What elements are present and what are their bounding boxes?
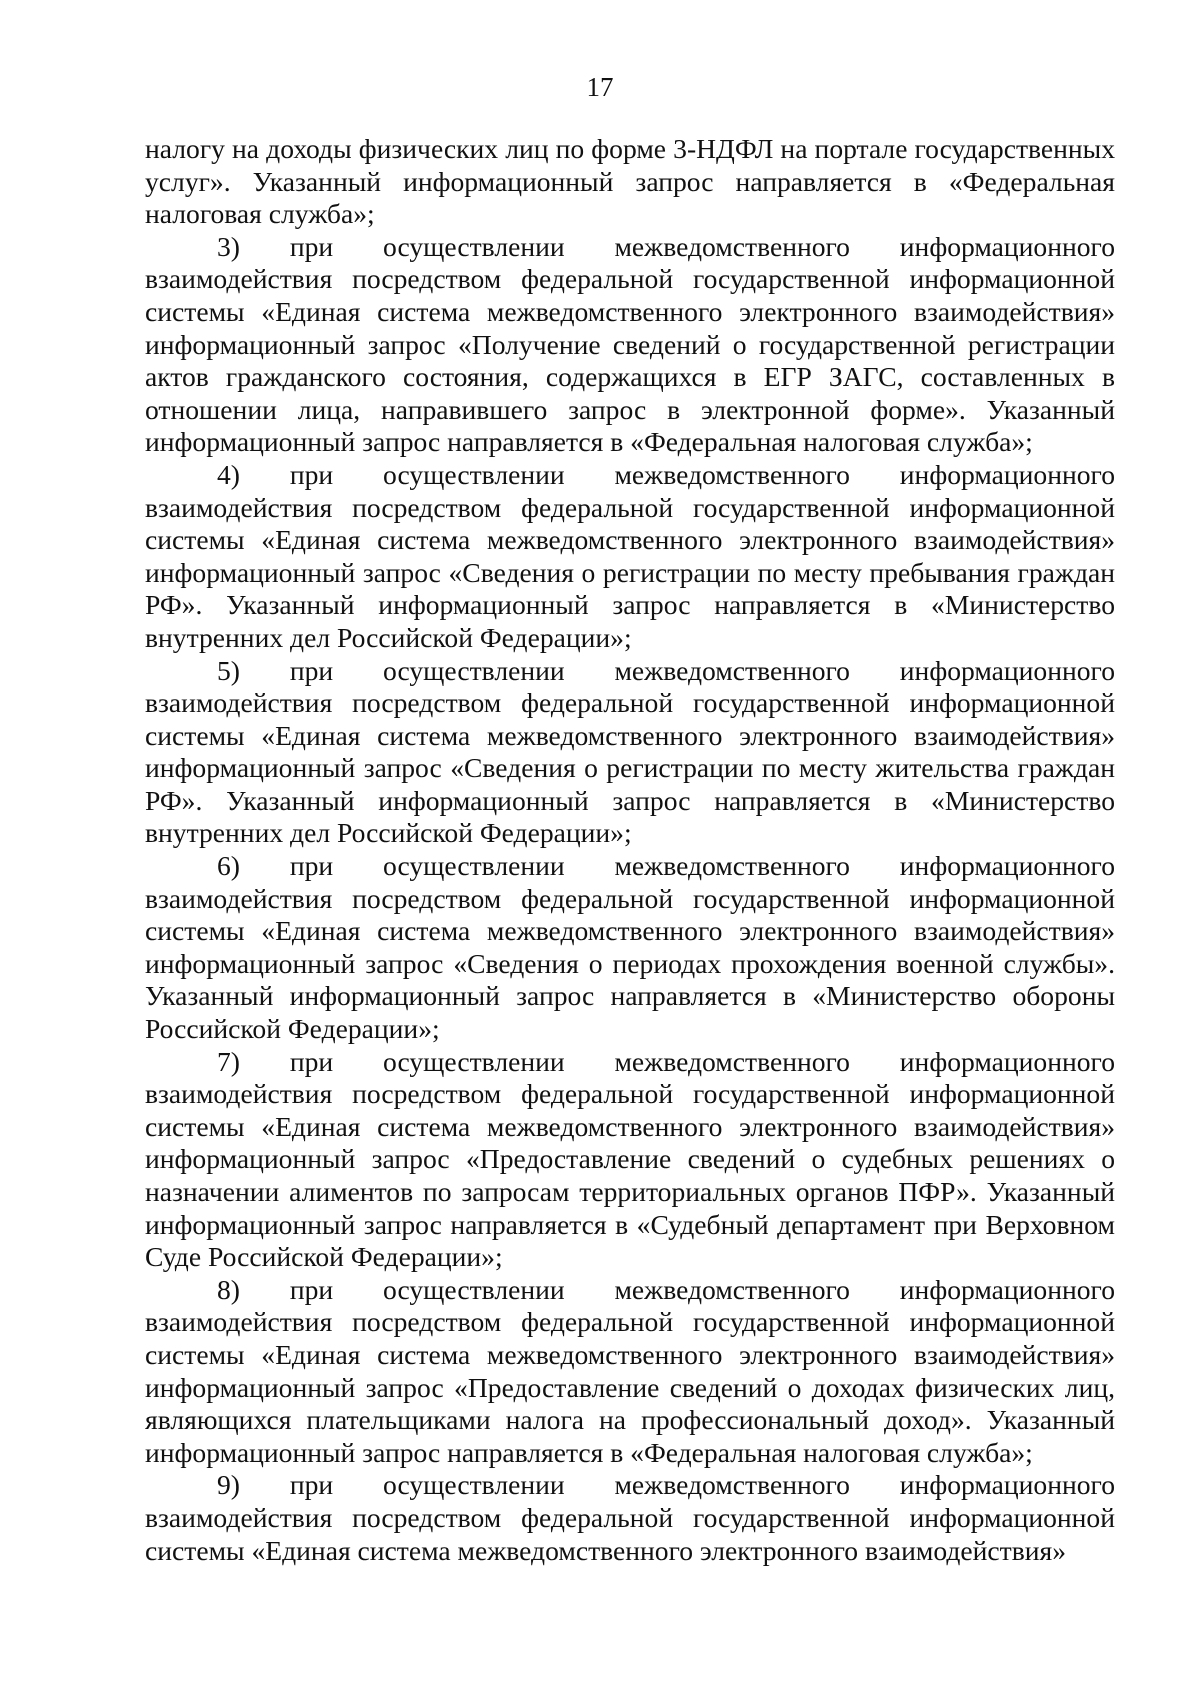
paragraph-item-5: 5) при осуществлении межведомственного информационного взаимодействия посредством федеральной государственной информационной системы «Единая система межведомственного электронного взаимодействия» информационный запрос «Сведения о регистрации по месту жительства граждан РФ». Указанный информационный запрос направляется в «Министерство внутренних дел Российской Федерации»; <box>145 654 1115 849</box>
paragraph-item-9: 9) при осуществлении межведомственного информационного взаимодействия посредством федеральной государственной информационной системы «Единая система межведомственного электронного взаимодействия» <box>145 1469 1115 1566</box>
paragraph-continuation: налогу на доходы физических лиц по форме 3-НДФЛ на портале государственных услуг». Указанный информационный запрос направляется в «Федеральная налоговая служба»; <box>145 133 1115 230</box>
page-number: 17 <box>586 72 614 102</box>
paragraph-item-8: 8) при осуществлении межведомственного информационного взаимодействия посредством федеральной государственной информационной системы «Единая система межведомственного электронного взаимодействия» информационный запрос «Предоставление сведений о доходах физических лиц, являющихся плательщиками налога на профессиональный доход». Указанный информационный запрос направляется в «Федеральная налоговая служба»; <box>145 1273 1115 1468</box>
paragraph-item-4: 4) при осуществлении межведомственного информационного взаимодействия посредством федеральной государственной информационной системы «Единая система межведомственного электронного взаимодействия» информационный запрос «Сведения о регистрации по месту пребывания граждан РФ». Указанный информационный запрос направляется в «Министерство внутренних дел Российской Федерации»; <box>145 458 1115 653</box>
paragraph-item-7: 7) при осуществлении межведомственного информационного взаимодействия посредством федеральной государственной информационной системы «Единая система межведомственного электронного взаимодействия» информационный запрос «Предоставление сведений о судебных решениях о назначении алиментов по запросам территориальных органов ПФР». Указанный информационный запрос направляется в «Судебный департамент при Верховном Суде Российской Федерации»; <box>145 1045 1115 1273</box>
paragraph-item-3: 3) при осуществлении межведомственного информационного взаимодействия посредством федеральной государственной информационной системы «Единая система межведомственного электронного взаимодействия» информационный запрос «Получение сведений о государственной регистрации актов гражданского состояния, содержащихся в ЕГР ЗАГС, составленных в отношении лица, направившего запрос в электронной форме». Указанный информационный запрос направляется в «Федеральная налоговая служба»; <box>145 230 1115 458</box>
paragraph-item-6: 6) при осуществлении межведомственного информационного взаимодействия посредством федеральной государственной информационной системы «Единая система межведомственного электронного взаимодействия» информационный запрос «Сведения о периодах прохождения военной службы». Указанный информационный запрос направляется в «Министерство обороны Российской Федерации»; <box>145 850 1115 1045</box>
document-body <box>145 133 1115 1567</box>
